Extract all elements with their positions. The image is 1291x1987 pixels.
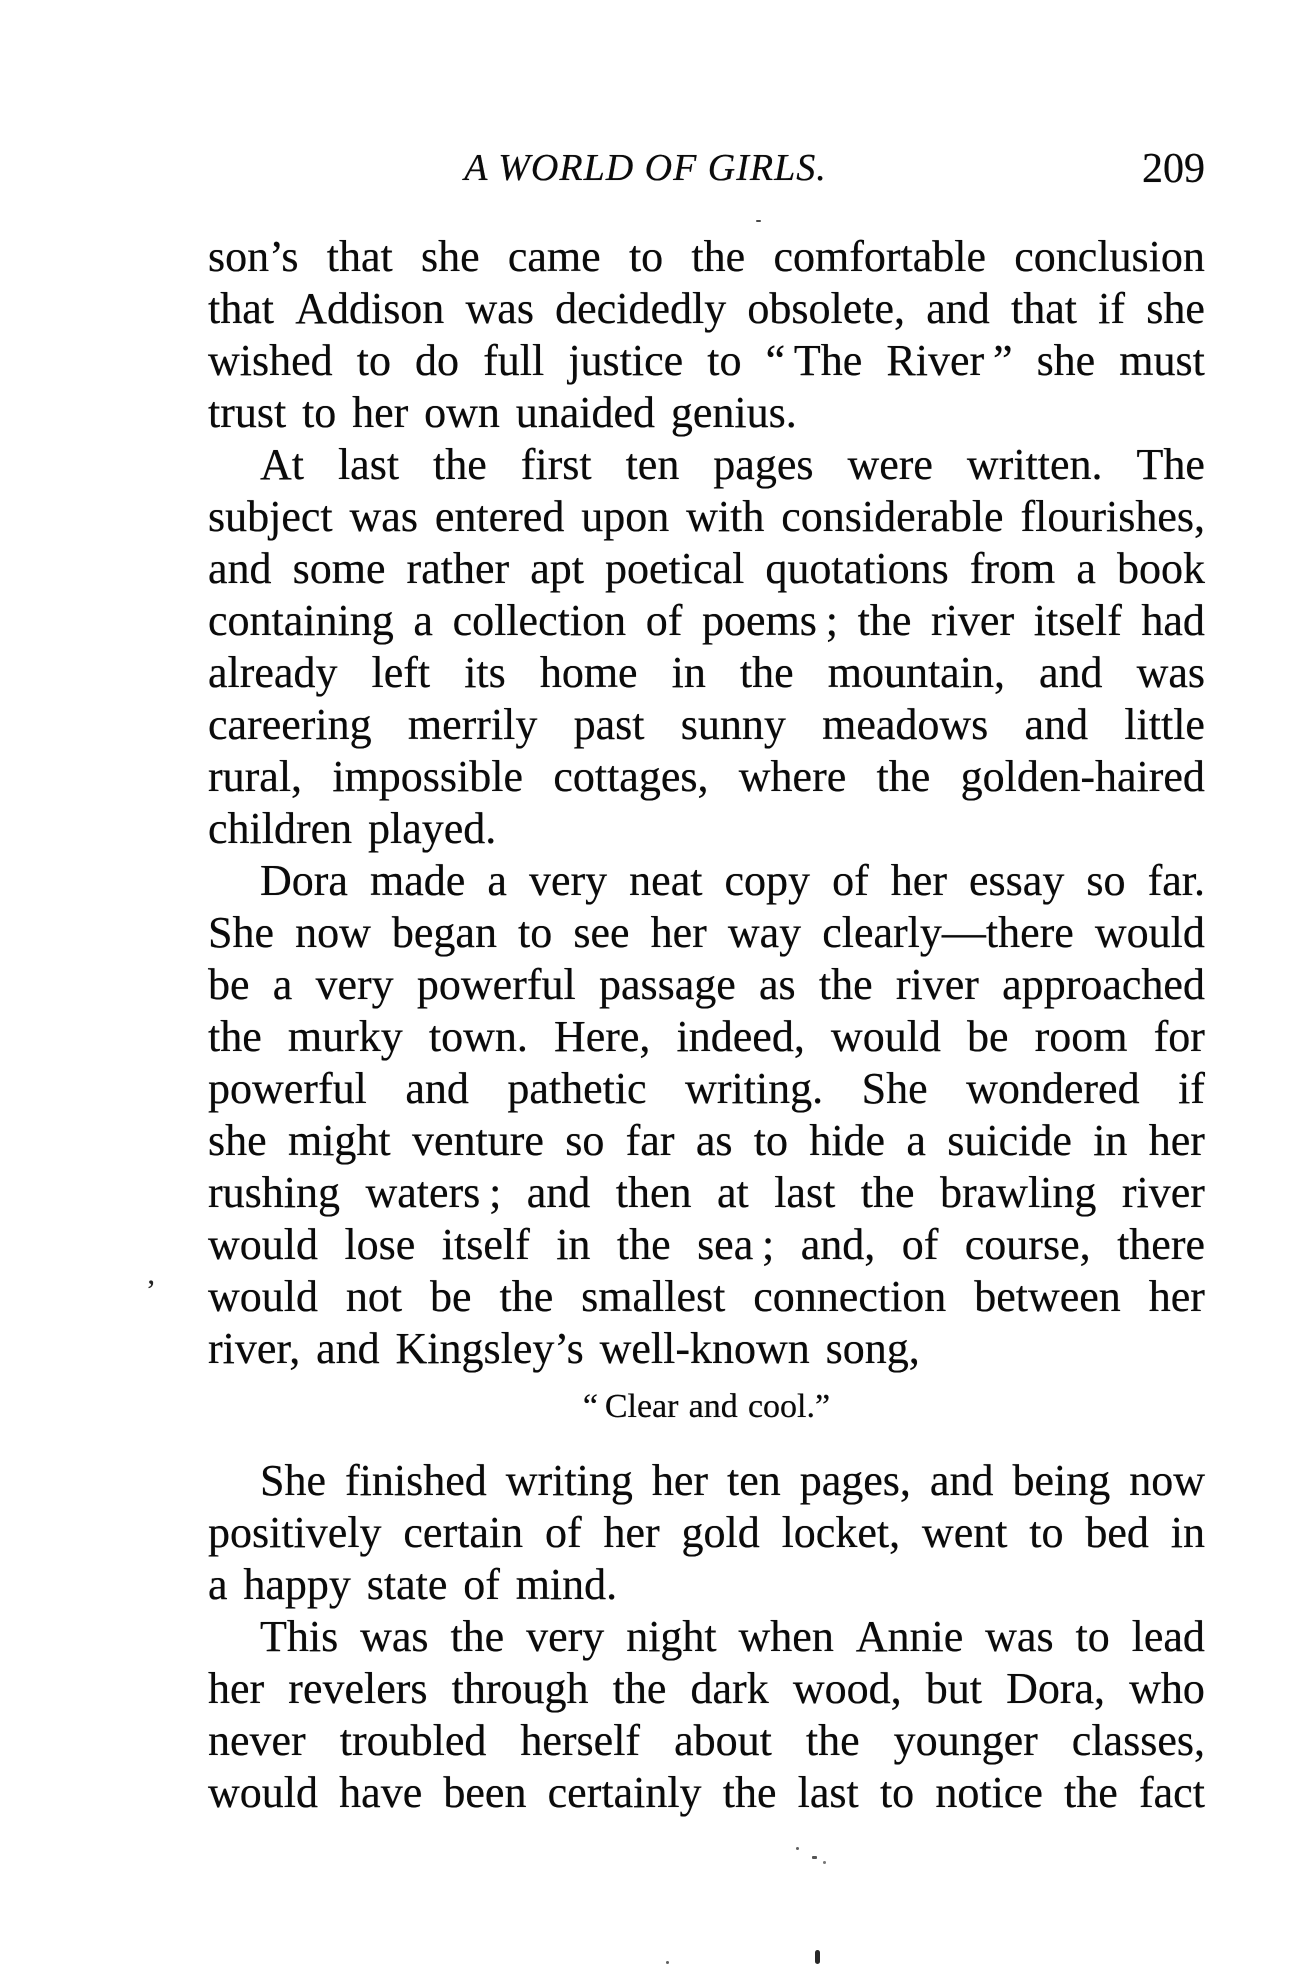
- word: way: [727, 908, 802, 957]
- text-line: trust to her own unaided genius.: [208, 388, 797, 437]
- word: at: [716, 1168, 749, 1217]
- word: to: [518, 908, 553, 957]
- word: poetical: [605, 544, 745, 593]
- text-line: [208, 1767, 1205, 1819]
- word: dark: [690, 1664, 769, 1713]
- word: had: [1141, 596, 1205, 645]
- word: began: [391, 908, 497, 957]
- word: was: [465, 284, 534, 333]
- word: with: [686, 492, 765, 541]
- word: very: [526, 1612, 605, 1661]
- word: “ The: [765, 336, 863, 385]
- centered-quote: “ Clear and cool.”: [582, 1388, 831, 1425]
- word: wished: [208, 336, 333, 385]
- word: her: [603, 1508, 660, 1557]
- word: would: [1094, 908, 1205, 957]
- word: revelers: [288, 1664, 428, 1713]
- word: and: [1038, 648, 1103, 697]
- word: considerable: [781, 492, 1004, 541]
- word: copy: [724, 856, 811, 905]
- word: from: [969, 544, 1056, 593]
- word: and: [926, 284, 990, 333]
- word: justice: [568, 336, 684, 385]
- word: subject: [208, 492, 333, 541]
- scan-speck: [812, 1856, 817, 1859]
- word: quotations: [765, 544, 949, 593]
- word: and: [405, 1064, 469, 1113]
- word: rather: [406, 544, 510, 593]
- word: she: [208, 1116, 267, 1165]
- word: to: [1075, 1612, 1110, 1661]
- word: the: [612, 1664, 667, 1713]
- text-line: [208, 1715, 1205, 1767]
- word: herself: [520, 1716, 641, 1765]
- book-title-running-head: A WORLD OF GIRLS.: [464, 147, 827, 189]
- word: poems ;: [702, 596, 838, 645]
- word: approached: [1002, 960, 1205, 1009]
- word: writing.: [685, 1064, 824, 1113]
- word: as: [759, 960, 796, 1009]
- word: of: [832, 856, 869, 905]
- word: and: [929, 1456, 994, 1505]
- paragraph: [208, 855, 1205, 1375]
- word: first: [520, 440, 592, 489]
- word: the: [818, 960, 873, 1009]
- word: wondered: [966, 1064, 1140, 1113]
- word: already: [208, 648, 338, 697]
- word: its: [464, 648, 506, 697]
- word: would: [208, 1768, 318, 1817]
- word: neat: [629, 856, 703, 905]
- word: the: [857, 596, 912, 645]
- word: for: [1153, 1012, 1205, 1061]
- word: would: [208, 1220, 318, 1269]
- word: and: [1024, 700, 1089, 749]
- word: gold: [681, 1508, 760, 1557]
- scan-speck: [823, 1861, 826, 1864]
- word: river: [895, 960, 979, 1009]
- text-line: [208, 1663, 1205, 1715]
- word: conclusion: [1014, 232, 1205, 281]
- word: suicide: [947, 1116, 1072, 1165]
- word: a: [1076, 544, 1096, 593]
- word: mountain,: [827, 648, 1005, 697]
- word: younger: [893, 1716, 1038, 1765]
- word: room: [1034, 1012, 1128, 1061]
- word: some: [292, 544, 386, 593]
- text-line: [208, 1063, 1205, 1115]
- text-line: [208, 1219, 1205, 1271]
- word: clearly—there: [822, 908, 1074, 957]
- word: not: [345, 1272, 403, 1321]
- word: The: [1136, 440, 1205, 489]
- word: river: [1121, 1168, 1205, 1217]
- text-line: [208, 1011, 1205, 1063]
- text-line: [208, 283, 1205, 335]
- word: rushing: [208, 1168, 340, 1217]
- word: being: [1012, 1456, 1111, 1505]
- word: merrily: [407, 700, 538, 749]
- word: between: [974, 1272, 1121, 1321]
- word: itself: [441, 1220, 530, 1269]
- word: was: [360, 1612, 429, 1661]
- word: her: [651, 1456, 709, 1505]
- word: was: [1136, 648, 1205, 697]
- word: that: [208, 284, 274, 333]
- word: if: [1178, 1064, 1205, 1113]
- word: night: [626, 1612, 717, 1661]
- word: containing: [208, 596, 394, 645]
- word: itself: [1033, 596, 1122, 645]
- paragraph: [208, 439, 1205, 855]
- word: would: [208, 1272, 318, 1321]
- text-line: [208, 231, 1205, 283]
- text-line: [208, 595, 1205, 647]
- word: in: [1093, 1116, 1128, 1165]
- word: comfortable: [773, 232, 987, 281]
- word: sunny: [680, 700, 786, 749]
- word: a: [487, 856, 507, 905]
- word: if: [1098, 284, 1126, 333]
- word: bed: [1085, 1508, 1149, 1557]
- text-line: [208, 439, 1205, 491]
- word: positively: [208, 1508, 382, 1557]
- word: careering: [208, 700, 372, 749]
- word: might: [287, 1116, 391, 1165]
- word: lose: [344, 1220, 416, 1269]
- word: have: [339, 1768, 423, 1817]
- word: the: [208, 1012, 262, 1061]
- word: smallest: [581, 1272, 726, 1321]
- word: classes,: [1071, 1716, 1205, 1765]
- text-line: [208, 907, 1205, 959]
- word: the: [876, 752, 931, 801]
- text-line: [208, 335, 1205, 387]
- word: River ”: [886, 336, 1013, 385]
- word: fact: [1138, 1768, 1205, 1817]
- text-line: a happy state of mind.: [208, 1560, 618, 1609]
- word: last: [337, 440, 400, 489]
- word: pages: [713, 440, 814, 489]
- word: went: [921, 1508, 1008, 1557]
- word: notice: [935, 1768, 1043, 1817]
- text-line: [208, 855, 1205, 907]
- word: she: [1036, 336, 1096, 385]
- word: little: [1124, 700, 1205, 749]
- word: upon: [581, 492, 670, 541]
- word: there: [1117, 1220, 1205, 1269]
- word: then: [615, 1168, 692, 1217]
- word: she: [420, 232, 480, 281]
- word: never: [208, 1716, 306, 1765]
- word: to: [753, 1116, 789, 1165]
- word: be: [967, 1012, 1009, 1061]
- word: wood,: [792, 1664, 902, 1713]
- word: past: [573, 700, 645, 749]
- word: At: [260, 440, 304, 489]
- word: the: [805, 1716, 860, 1765]
- word: full: [483, 336, 545, 385]
- word: She: [260, 1456, 326, 1505]
- word: certainly: [547, 1768, 702, 1817]
- word: written.: [966, 440, 1103, 489]
- word: son’s: [208, 232, 299, 281]
- word: certain: [403, 1508, 524, 1557]
- word: lead: [1131, 1612, 1205, 1661]
- scan-artifact-stray-apostrophe: ’: [146, 1274, 156, 1307]
- word: powerful: [208, 1064, 367, 1113]
- word: finished: [344, 1456, 487, 1505]
- scan-speck: [756, 220, 761, 222]
- word: She: [861, 1064, 928, 1113]
- word: river: [931, 596, 1015, 645]
- word: where: [738, 752, 847, 801]
- word: left: [371, 648, 431, 697]
- text-line: [208, 1167, 1205, 1219]
- word: far.: [1147, 856, 1205, 905]
- word: golden-haired: [960, 752, 1205, 801]
- word: obsolete,: [747, 284, 906, 333]
- word: hide: [809, 1116, 886, 1165]
- word: writing: [505, 1456, 633, 1505]
- word: Annie: [855, 1612, 964, 1661]
- word: been: [443, 1768, 527, 1817]
- word: see: [573, 908, 630, 957]
- text-line: children played.: [208, 804, 497, 853]
- word: the: [722, 1768, 777, 1817]
- word: in: [671, 648, 706, 697]
- text-line: [208, 959, 1205, 1011]
- word: pathetic: [507, 1064, 647, 1113]
- word: murky: [287, 1012, 403, 1061]
- word: far: [625, 1116, 675, 1165]
- text-line: [208, 1271, 1205, 1323]
- word: her: [1148, 1116, 1205, 1165]
- word: be: [430, 1272, 472, 1321]
- word: to: [356, 336, 391, 385]
- word: would: [830, 1012, 941, 1061]
- word: was: [985, 1612, 1054, 1661]
- word: the: [739, 648, 794, 697]
- word: and,: [800, 1220, 876, 1269]
- word: collection: [452, 596, 627, 645]
- word: were: [847, 440, 933, 489]
- word: book: [1116, 544, 1205, 593]
- word: do: [415, 336, 460, 385]
- word: when: [738, 1612, 834, 1661]
- word: through: [451, 1664, 589, 1713]
- text-line: river, and Kingsley’s well-known song,: [208, 1324, 920, 1373]
- word: and: [208, 544, 272, 593]
- word: ten: [625, 440, 680, 489]
- word: town.: [428, 1012, 528, 1061]
- word: the: [499, 1272, 554, 1321]
- word: rural,: [208, 752, 303, 801]
- word: of: [901, 1220, 939, 1269]
- word: the: [616, 1220, 671, 1269]
- word: in: [1170, 1508, 1205, 1557]
- word: Here,: [553, 1012, 651, 1061]
- word: a: [413, 596, 433, 645]
- scan-speck: [796, 1847, 799, 1850]
- word: passage: [598, 960, 736, 1009]
- word: powerful: [416, 960, 576, 1009]
- word: her: [208, 1664, 265, 1713]
- word: about: [674, 1716, 772, 1765]
- word: her: [1148, 1272, 1205, 1321]
- word: and: [526, 1168, 591, 1217]
- page-number: 209: [1142, 146, 1205, 192]
- word: She: [208, 908, 274, 957]
- running-head: [0, 146, 1291, 196]
- word: the: [433, 440, 487, 489]
- word: to: [707, 336, 742, 385]
- word: Dora: [260, 856, 348, 905]
- paragraph: [208, 1611, 1205, 1819]
- word: venture: [411, 1116, 544, 1165]
- word: be: [208, 960, 250, 1009]
- word: indeed,: [676, 1012, 805, 1061]
- word: but: [925, 1664, 982, 1713]
- word: in: [556, 1220, 591, 1269]
- word: that: [1010, 284, 1077, 333]
- word: essay: [969, 856, 1065, 905]
- word: the: [450, 1612, 505, 1661]
- paragraph: [208, 1455, 1205, 1611]
- word: sea ;: [697, 1220, 775, 1269]
- text-line: [208, 1115, 1205, 1167]
- word: waters ;: [365, 1168, 502, 1217]
- word: home: [539, 648, 638, 697]
- word: very: [528, 856, 608, 905]
- word: course,: [964, 1220, 1091, 1269]
- word: the: [691, 232, 746, 281]
- text-line: [208, 1507, 1205, 1559]
- word: to: [628, 232, 664, 281]
- word: her: [650, 908, 707, 957]
- word: apt: [530, 544, 584, 593]
- text-line: [208, 647, 1205, 699]
- word: impossible: [332, 752, 524, 801]
- text-line: [208, 699, 1205, 751]
- paragraph: [208, 231, 1205, 439]
- word: of: [544, 1508, 582, 1557]
- word: Addison: [295, 284, 445, 333]
- word: of: [645, 596, 683, 645]
- word: her: [890, 856, 947, 905]
- word: decidedly: [555, 284, 727, 333]
- word: now: [1129, 1456, 1205, 1505]
- word: Dora,: [1006, 1664, 1106, 1713]
- scan-speck: [815, 1950, 820, 1964]
- word: locket,: [781, 1508, 901, 1557]
- word: who: [1129, 1664, 1205, 1713]
- word: that: [326, 232, 393, 281]
- word: made: [370, 856, 466, 905]
- text-line: [208, 543, 1205, 595]
- word: to: [879, 1768, 915, 1817]
- word: This: [260, 1612, 339, 1661]
- word: troubled: [339, 1716, 487, 1765]
- word: entered: [434, 492, 565, 541]
- word: pages,: [799, 1456, 911, 1505]
- word: the: [860, 1168, 915, 1217]
- word: a: [272, 960, 293, 1009]
- word: meadows: [822, 700, 989, 749]
- word: so: [1086, 856, 1126, 905]
- word: the: [1064, 1768, 1118, 1817]
- word: cottages,: [553, 752, 709, 801]
- word: so: [565, 1116, 605, 1165]
- word: ten: [727, 1456, 781, 1505]
- word: as: [695, 1116, 733, 1165]
- word: last: [797, 1768, 859, 1817]
- word: very: [315, 960, 394, 1009]
- word: to: [1029, 1508, 1064, 1557]
- word: last: [774, 1168, 836, 1217]
- text-line: [208, 491, 1205, 543]
- word: must: [1119, 336, 1205, 385]
- word: she: [1146, 284, 1205, 333]
- scan-speck: [666, 1961, 669, 1964]
- text-line: [208, 1455, 1205, 1507]
- text-line: [208, 1611, 1205, 1663]
- text-line: [208, 751, 1205, 803]
- word: was: [349, 492, 418, 541]
- text-body: [208, 231, 1205, 1819]
- word: connection: [753, 1272, 947, 1321]
- word: brawling: [939, 1168, 1097, 1217]
- word: came: [507, 232, 601, 281]
- word: now: [295, 908, 371, 957]
- word: a: [906, 1116, 926, 1165]
- word: flourishes,: [1020, 492, 1205, 541]
